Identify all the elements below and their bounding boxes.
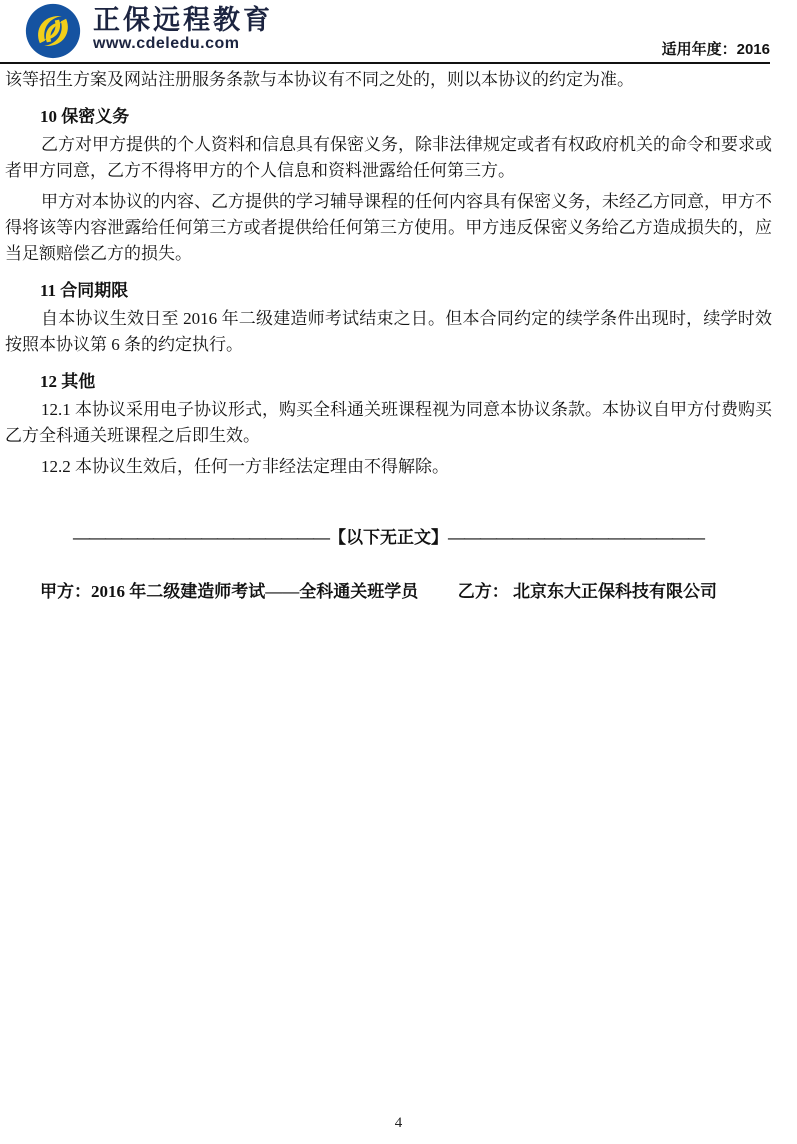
brand-url: www.cdeledu.com (93, 35, 240, 52)
applicable-year-label: 适用年度：2016 (661, 41, 770, 58)
section-10-paragraph-2: 甲方对本协议的内容、乙方提供的学习辅导课程的任何内容具有保密义务，未经乙方同意，甲方不得将该等内容泄露给任何第三方或者提供给任何第三方使用。甲方违反保密义务给乙方造成损失的，应当足额赔偿乙方的损失。 (5, 192, 772, 263)
section-12-paragraph-2: 12.2 本协议生效后，任何一方非经法定理由不得解除。 (41, 457, 449, 476)
section-10-paragraph-1: 乙方对甲方提供的个人资料和信息具有保密义务，除非法律规定或者有权政府机关的命令和要求或者甲方同意，乙方不得将甲方的个人信息和资料泄露给任何第三方。 (5, 135, 772, 180)
contract-body (5, 67, 772, 605)
party-b-signature: 乙方： 北京东大正保科技有限公司 (457, 582, 717, 601)
section-heading-11: 11 合同期限 (40, 281, 129, 300)
section-heading-12: 12 其他 (40, 372, 96, 391)
intro-paragraph: 该等招生方案及网站注册服务条款与本协议有不同之处的，则以本协议的约定为准。 (5, 70, 634, 89)
end-marker-right-dashes: ———————————————— (448, 528, 704, 547)
page-number: 4 (394, 1115, 403, 1131)
brand-block (93, 5, 273, 53)
header-divider (0, 62, 770, 64)
section-12-paragraph-1: 12.1 本协议采用电子协议形式，购买全科通关班课程视为同意本协议条款。本协议自甲方付费购买乙方全科通关班课程之后即生效。 (5, 400, 772, 445)
brand-name: 正保远程教育 (93, 5, 273, 35)
end-marker-label: 【以下无正文】 (329, 528, 448, 547)
end-marker-left-dashes: ———————————————— (73, 528, 329, 547)
party-a-signature: 甲方：2016 年二级建造师考试——全科通关班学员 (40, 582, 419, 601)
signature-row (5, 579, 772, 605)
section-11-paragraph-1: 自本协议生效日至 2016 年二级建造师考试结束之日。但本合同约定的续学条件出现时，续学时效按照本协议第 6 条的约定执行。 (5, 309, 772, 354)
page-header (0, 0, 797, 64)
no-further-text-marker (5, 525, 772, 551)
cdel-logo-icon (25, 3, 81, 59)
section-heading-10: 10 保密义务 (40, 107, 130, 126)
